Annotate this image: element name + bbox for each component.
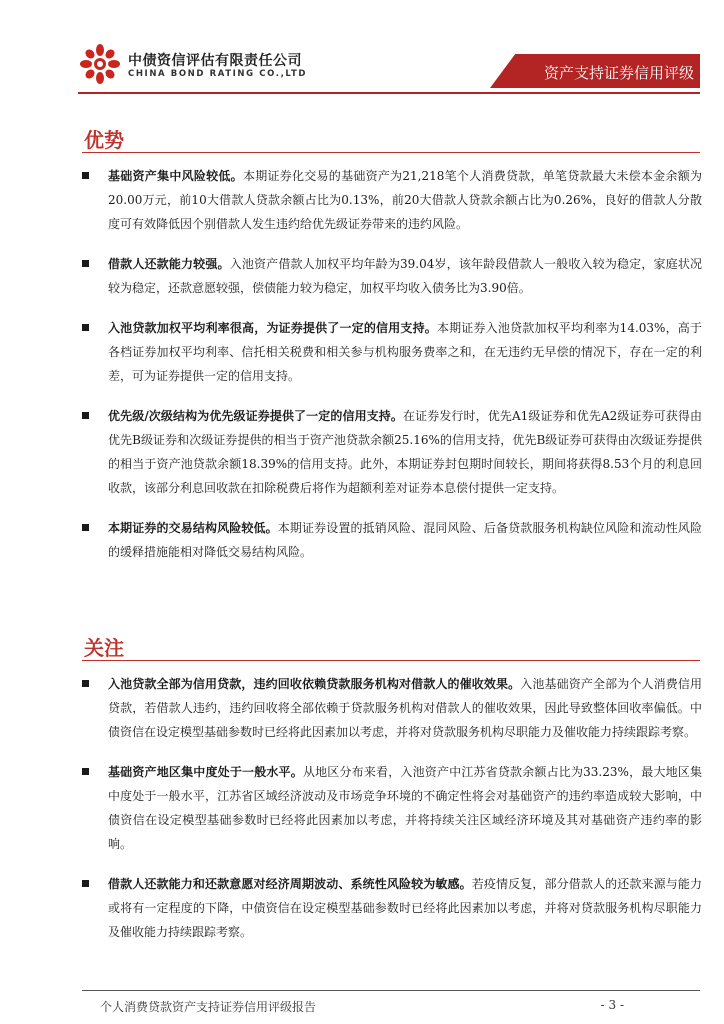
advantages-list [82, 164, 702, 580]
concern-item [82, 760, 702, 856]
concern-item [82, 672, 702, 744]
advantage-body: 本期证券入池贷款加权平均利率为14.03%，高于各档证券加权平均利率、信托相关税费和相关参与机构服务费率之和，在无违约无早偿的情况下，存在一定的利差，可为证券提供一定的信用支持。 [108, 321, 702, 383]
concern-body: 从地区分布来看，入池资产中江苏省贷款余额占比为33.23%，最大地区集中度处于一般水平，江苏省区域经济波动及市场竞争环境的不确定性将会对基础资产的违约率造成较大影响，中债资信在设定模型基础参数时已经将此因素加以考虑，并将持续关注区域经济环境及其对基础资产违约率的影响。 [108, 765, 702, 851]
advantage-item [82, 164, 702, 236]
page-header [0, 0, 724, 100]
header-divider [78, 92, 700, 94]
concern-lead: 借款人还款能力和还款意愿对经济周期波动、系统性风险较为敏感。 [108, 877, 472, 891]
concerns-list [82, 672, 702, 960]
square-bullet-icon [82, 880, 89, 887]
advantage-item [82, 516, 702, 564]
concern-body: 入池基础资产全部为个人消费信用贷款，若借款人违约，违约回收将全部依赖于贷款服务机构对借款人的催收效果，因此导致整体回收率偏低。中债资信在设定模型基础参数时已经将此因素加以考虑，并将对贷款服务机构尽职能力及催收能力持续跟踪考察。 [108, 677, 702, 739]
advantage-lead: 本期证券的交易结构风险较低。 [108, 521, 278, 535]
advantages-divider [82, 152, 700, 153]
advantage-lead: 入池贷款加权平均利率很高，为证券提供了一定的信用支持。 [108, 321, 437, 335]
concern-lead: 入池贷款全部为信用贷款，违约回收依赖贷款服务机构对借款人的催收效果。 [108, 677, 521, 691]
square-bullet-icon [82, 172, 89, 179]
advantage-item [82, 316, 702, 388]
report-category: 资产支持证券信用评级 [543, 64, 694, 82]
page-number: - 3 - [600, 998, 624, 1012]
advantage-lead: 借款人还款能力较强。 [108, 257, 230, 271]
advantage-body: 本期证券设置的抵销风险、混同风险、后备贷款服务机构缺位风险和流动性风险的缓释措施能相对降低交易结构风险。 [108, 521, 702, 559]
advantage-body: 本期证券化交易的基础资产为21,218笔个人消费贷款，单笔贷款最大未偿本金余额为20.00万元，前10大借款人贷款余额占比为0.13%，前20大借款人贷款余额占比为0.26%，良好的借款人分散度可有效降低因个别借款人发生违约给优先级证券带来的违约风险。 [108, 169, 702, 231]
company-name-en: CHINA BOND RATING CO.,LTD [128, 69, 308, 79]
concerns-divider [82, 660, 700, 661]
company-name-cn: 中债资信评估有限责任公司 [128, 53, 302, 69]
advantage-item [82, 404, 702, 500]
square-bullet-icon [82, 412, 89, 419]
advantage-body: 在证券发行时，优先A1级证券和优先A2级证券可获得由优先B级证券和次级证券提供的相当于资产池贷款余额25.16%的信用支持，优先B级证券可获得由次级证券提供的相当于资产池贷款余额18.39%的信用支持。此外，本期证券封包期时间较长，期间将获得8.53个月的利息回收款，该部分利息回收款在扣除税费后将作为超额利差对证券本息偿付提供一定支持。 [108, 409, 702, 495]
square-bullet-icon [82, 768, 89, 775]
square-bullet-icon [82, 524, 89, 531]
advantage-body: 入池资产借款人加权平均年龄为39.04岁，该年龄段借款人一般收入较为稳定，家庭状况较为稳定，还款意愿较强，偿债能力较为稳定，加权平均收入债务比为3.90倍。 [108, 257, 702, 295]
square-bullet-icon [82, 260, 89, 267]
concerns-heading: 关注 [84, 636, 124, 660]
advantage-lead: 优先级/次级结构为优先级证券提供了一定的信用支持。 [108, 409, 403, 423]
advantage-item [82, 252, 702, 300]
square-bullet-icon [82, 680, 89, 687]
concern-lead: 基础资产地区集中度处于一般水平。 [108, 765, 303, 779]
advantages-heading: 优势 [84, 128, 124, 152]
china-bond-rating-logo-icon [78, 42, 122, 86]
advantage-lead: 基础资产集中风险较低。 [108, 169, 243, 183]
footer-report-title: 个人消费贷款资产支持证券信用评级报告 [100, 1000, 317, 1014]
square-bullet-icon [82, 324, 89, 331]
concern-body: 若疫情反复，部分借款人的还款来源与能力或将有一定程度的下降，中债资信在设定模型基础参数时已经将此因素加以考虑，并将对贷款服务机构尽职能力及催收能力持续跟踪考察。 [108, 877, 702, 939]
footer-divider [82, 990, 700, 991]
concern-item [82, 872, 702, 944]
